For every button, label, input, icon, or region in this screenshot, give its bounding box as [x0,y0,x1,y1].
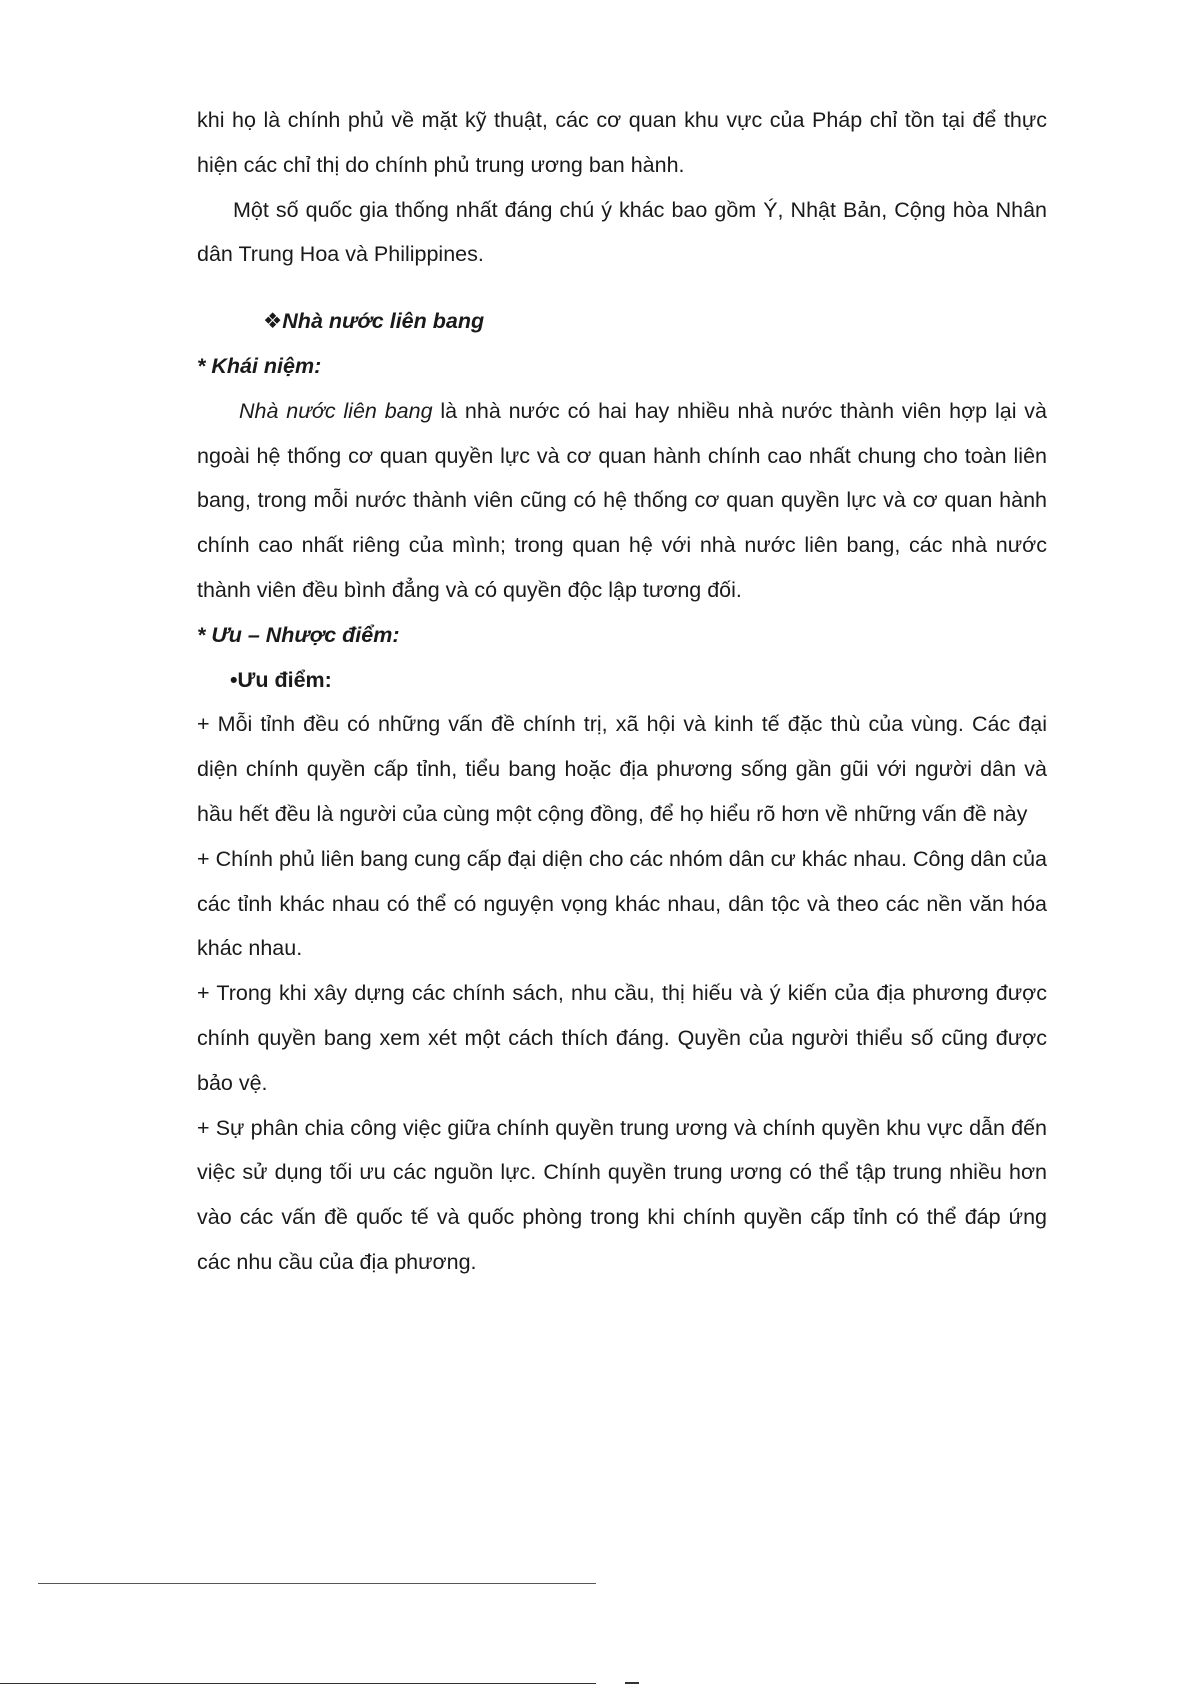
concept-paragraph [197,389,1047,613]
advantages-label: Ưu điểm: [237,667,332,692]
pros-cons-heading: * Ưu – Nhược điểm: [197,622,400,647]
paragraph-continued: khi họ là chính phủ về mặt kỹ thuật, các cơ quan khu vực của Pháp chỉ tồn tại để thực hiện các chỉ thị do chính phủ trung ương ban hành. [197,108,1047,177]
section-title: Nhà nước liên bang [282,309,485,334]
concept-term: Nhà nước liên bang [239,398,433,423]
advantages-heading [197,658,1047,703]
advantage-item: + Chính phủ liên bang cung cấp đại diện cho các nhóm dân cư khác nhau. Công dân của các tỉnh khác nhau có thể có nguyện vọng khác nhau, dân tộc và theo các nền văn hóa khác nhau. [197,846,1047,961]
paragraph-other-unitary-states: Một số quốc gia thống nhất đáng chú ý khác bao gồm Ý, Nhật Bản, Cộng hòa Nhân dân Trung Hoa và Philippines. [197,197,1047,267]
advantage-item: + Sự phân chia công việc giữa chính quyền trung ương và chính quyền khu vực dẫn đến việc sử dụng tối ưu các nguồn lực. Chính quyền trung ương có thể tập trung nhiều hơn vào các vấn đề quốc tế và quốc phòng trong khi chính quyền cấp tỉnh có thể đáp ứng các nhu cầu của địa phương. [197,1115,1047,1274]
concept-body: là nhà nước có hai hay nhiều nhà nước thành viên hợp lại và ngoài hệ thống cơ quan quyền lực và cơ quan hành chính cao nhất chung cho toàn liên bang, trong mỗi nước thành viên cũng có hệ thống cơ quan quyền lực và cơ quan hành chính cao nhất riêng của mình; trong quan hệ với nhà nước liên bang, các nhà nước thành viên đều bình đẳng và có quyền độc lập tương đối. [197,398,1047,602]
page-bottom-mark [625,1682,639,1684]
advantage-item: + Trong khi xây dựng các chính sách, nhu cầu, thị hiếu và ý kiến của địa phương được chính quyền bang xem xét một cách thích đáng. Quyền của người thiểu số cũng được bảo vệ. [197,981,1047,1095]
page-bottom-line [0,1683,596,1684]
diamond-bullet-icon: ❖ [263,309,283,334]
document-body [197,98,1047,1285]
section-heading [197,299,1047,344]
advantage-item: + Mỗi tỉnh đều có những vấn đề chính trị, xã hội và kinh tế đặc thù của vùng. Các đại diện chính quyền cấp tỉnh, tiểu bang hoặc địa phương sống gần gũi với người dân và hầu hết đều là người của cùng một cộng đồng, để họ hiểu rõ hơn về những vấn đề này [197,712,1047,826]
footnote-divider [38,1583,596,1584]
bullet-icon: • [230,667,238,692]
concept-heading: * Khái niệm: [197,353,322,378]
